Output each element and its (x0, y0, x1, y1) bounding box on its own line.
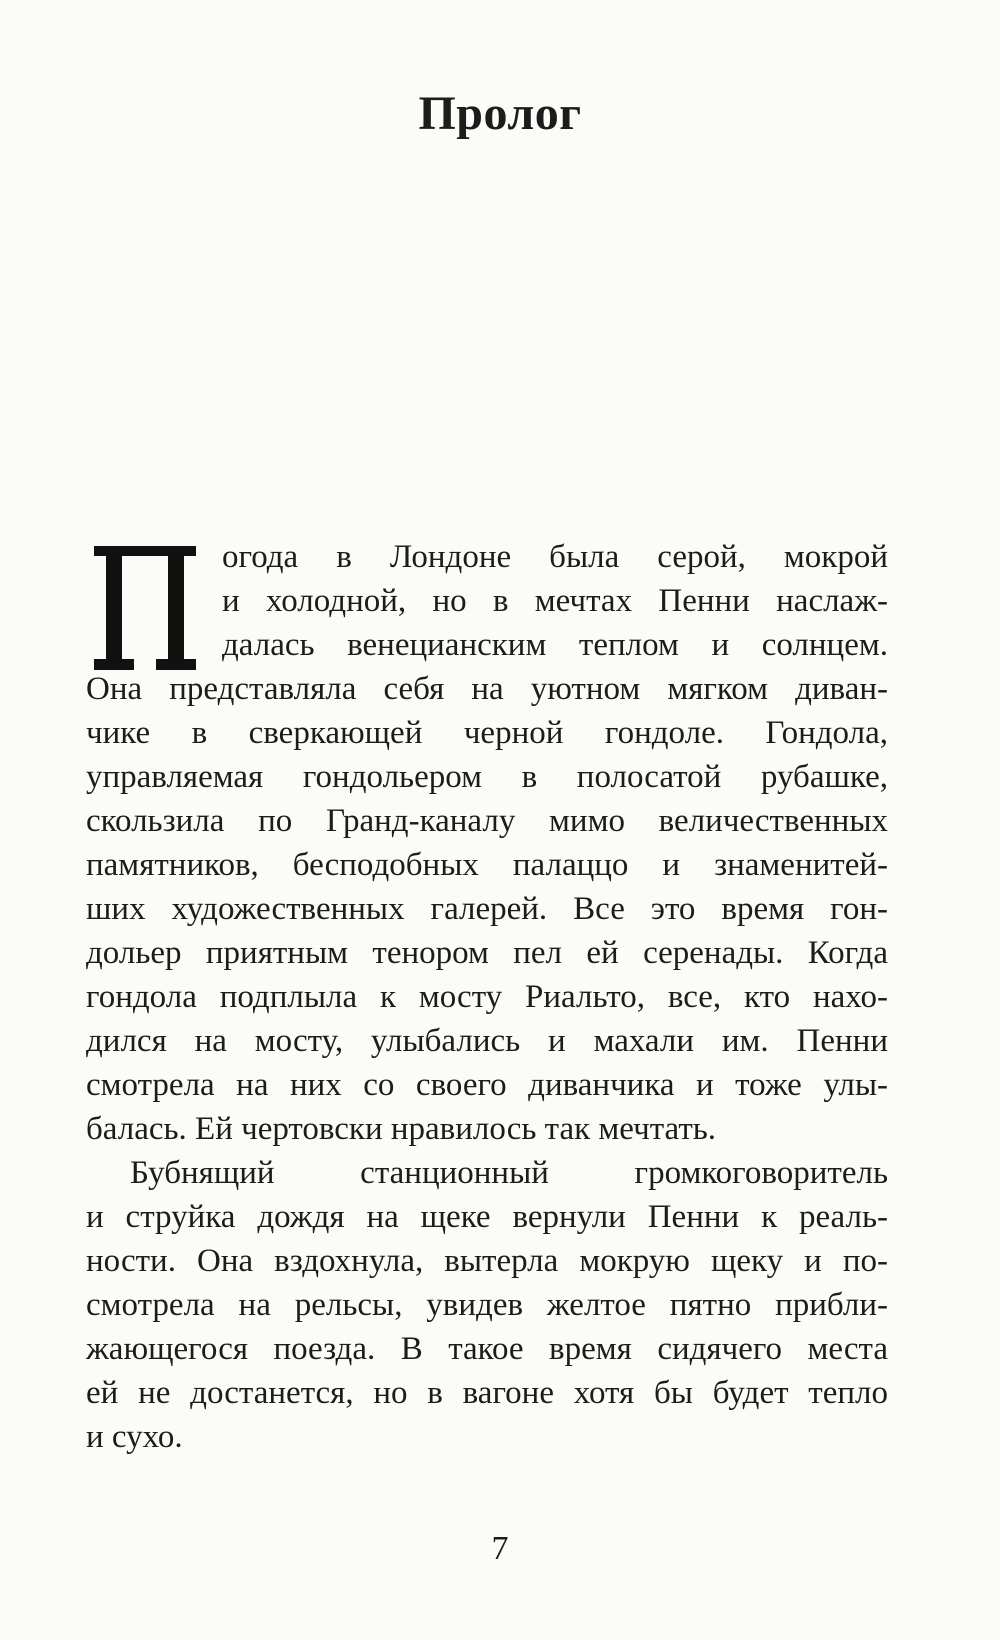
text-line: гондола подплыла к мосту Риальто, все, кто нахо- (86, 979, 888, 1015)
text-line: балась. Ей чертовски нравилось так мечтать. (86, 1111, 717, 1147)
text-line: Бубнящий станционный громкоговоритель (130, 1155, 888, 1191)
text-line: дился на мосту, улыбались и махали им. Пенни (86, 1023, 888, 1059)
text-line: жающегося поезда. В такое время сидячего места (86, 1331, 888, 1367)
text-line: смотрела на них со своего диванчика и тоже улы- (86, 1067, 888, 1103)
text-line: огода в Лондоне была серой, мокрой (222, 539, 888, 575)
text-line: и холодной, но в мечтах Пенни наслаж- (222, 583, 888, 619)
text-line: ности. Она вздохнула, вытерла мокрую щеку и по- (86, 1243, 888, 1279)
text-line: управляемая гондольером в полосатой рубашке, (86, 759, 888, 795)
text-line: чике в сверкающей черной гондоле. Гондола, (86, 715, 888, 751)
chapter-title: Пролог (418, 87, 582, 140)
text-line: и струйка дождя на щеке вернули Пенни к реаль- (86, 1199, 888, 1235)
text-line: скользила по Гранд-каналу мимо величественных (86, 803, 888, 839)
text-line: смотрела на рельсы, увидев желтое пятно прибли- (86, 1287, 888, 1323)
text-line: далась венецианским теплом и солнцем. (222, 627, 888, 663)
text-line: ших художественных галерей. Все это время гон- (86, 891, 888, 927)
page-number: 7 (491, 1530, 509, 1567)
text-line: и сухо. (86, 1419, 183, 1455)
text-line: Она представляла себя на уютном мягком диван- (86, 671, 888, 707)
text-line: ей не достанется, но в вагоне хотя бы будет тепло (86, 1375, 888, 1411)
text-line: памятников, бесподобных палаццо и знаменитей- (86, 847, 888, 883)
text-line: дольер приятным тенором пел ей серенады. Когда (86, 935, 888, 971)
